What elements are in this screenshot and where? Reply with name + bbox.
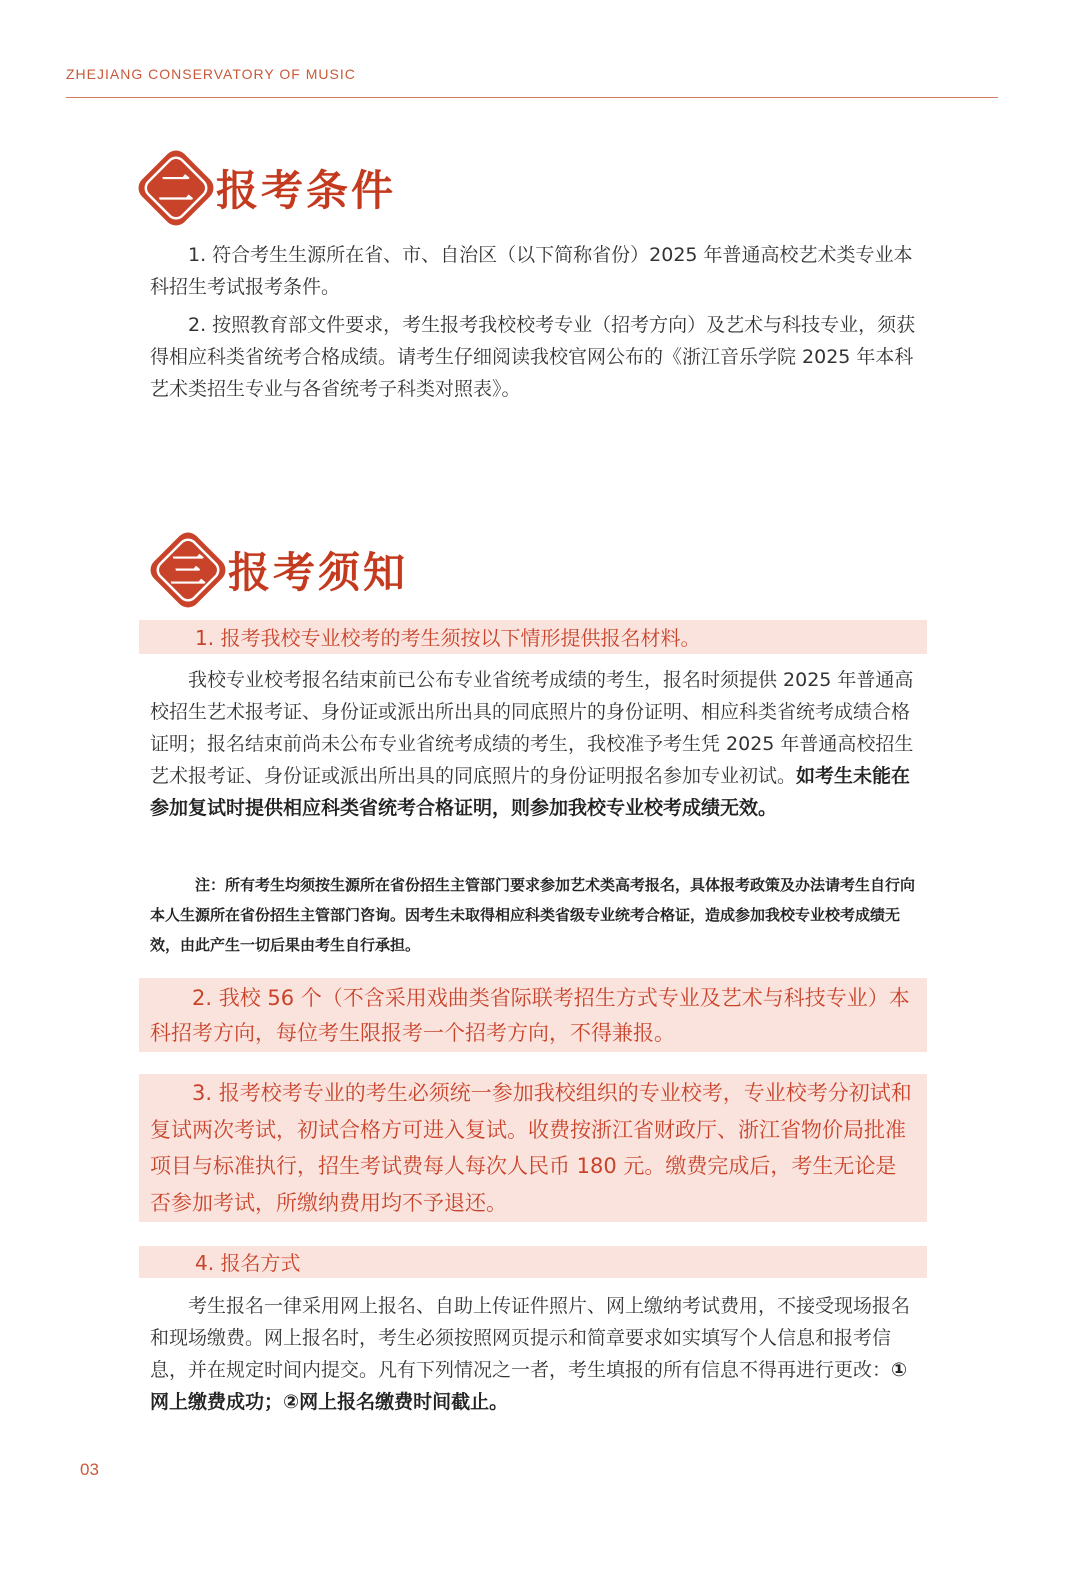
section2-title: 报考条件 [216, 166, 397, 215]
header-school-name: ZHEJIANG CONSERVATORY OF MUSIC [66, 66, 356, 82]
item1-heading: 1. 报考我校专业校考的考生须按以下情形提供报名材料。 [195, 626, 701, 650]
section2-number: 二 [157, 168, 195, 210]
item3-text: 3. 报考校考专业的考生必须统一参加我校组织的专业校考，专业校考分初试和复试两次考试，初试合格方可进入复试。收费按浙江省财政厅、浙江省物价局批准项目与标准执行，招生考试费每人每次人民币 180 元。缴费完成后，考生无论是否参加考试，所缴纳费用均不予退还。 [150, 1081, 912, 1215]
item4-heading: 4. 报名方式 [195, 1251, 301, 1275]
item1-heading-band [139, 620, 927, 654]
item1-paragraph-text: 我校专业校考报名结束前已公布专业省统考成绩的考生，报名时须提供 2025 年普通高校招生艺术报考证、身份证或派出所出具的同底照片的身份证明、相应科类省统考成绩合格证明；报名结束前尚未公布专业省统考成绩的考生，我校准予考生凭 2025 年普通高校招生艺术报考证、身份证或派出所出具的同底照片的身份证明报名参加专业初试。 [150, 669, 914, 787]
section2-diamond-badge-icon [128, 140, 224, 236]
section3-title: 报考须知 [228, 548, 409, 597]
item4-paragraph-text: 考生报名一律采用网上报名、自助上传证件照片、网上缴纳考试费用，不接受现场报名和现场缴费。网上报名时，考生必须按照网页提示和简章要求如实填写个人信息和报考信息，并在规定时间内提交。凡有下列情况之一者，考生填报的所有信息不得再进行更改： [150, 1295, 911, 1381]
item1-note: 注：所有考生均须按生源所在省份招生主管部门要求参加艺术类高考报名，具体报考政策及办法请考生自行向本人生源所在省份招生主管部门咨询。因考生未取得相应科类省级专业统考合格证，造成参加我校专业校考成绩无效，由此产生一切后果由考生自行承担。 [150, 876, 916, 954]
section2-title-block [128, 140, 548, 236]
section3-number: 三 [169, 550, 207, 592]
section2-paragraph-1: 1. 符合考生生源所在省、市、自治区（以下简称省份）2025 年普通高校艺术类专业本科招生考试报考条件。 [150, 244, 913, 298]
item1-paragraph [150, 664, 918, 824]
page-number: 03 [80, 1460, 99, 1479]
item3-band [139, 1074, 927, 1222]
header-divider [66, 97, 998, 98]
section3-diamond-badge-icon [140, 522, 236, 618]
item4-paragraph [150, 1290, 918, 1418]
item1-paragraph-bold: 如考生未能在参加复试时提供相应科类省统考合格证明，则参加我校专业校考成绩无效。 [150, 765, 911, 819]
item2-band [139, 978, 927, 1052]
item2-text: 2. 我校 56 个（不含采用戏曲类省际联考招生方式专业及艺术与科技专业）本科招考方向，每位考生限报考一个招考方向，不得兼报。 [150, 986, 910, 1045]
item4-heading-band [139, 1246, 927, 1278]
item4-paragraph-bold: ①网上缴费成功；②网上报名缴费时间截止。 [150, 1359, 908, 1413]
section2-paragraph-2: 2. 按照教育部文件要求，考生报考我校校考专业（招考方向）及艺术与科技专业，须获得相应科类省统考合格成绩。请考生仔细阅读我校官网公布的《浙江音乐学院 2025 年本科艺术类招生专业与各省统考子科类对照表》。 [150, 314, 916, 400]
section3-title-block [140, 522, 560, 618]
